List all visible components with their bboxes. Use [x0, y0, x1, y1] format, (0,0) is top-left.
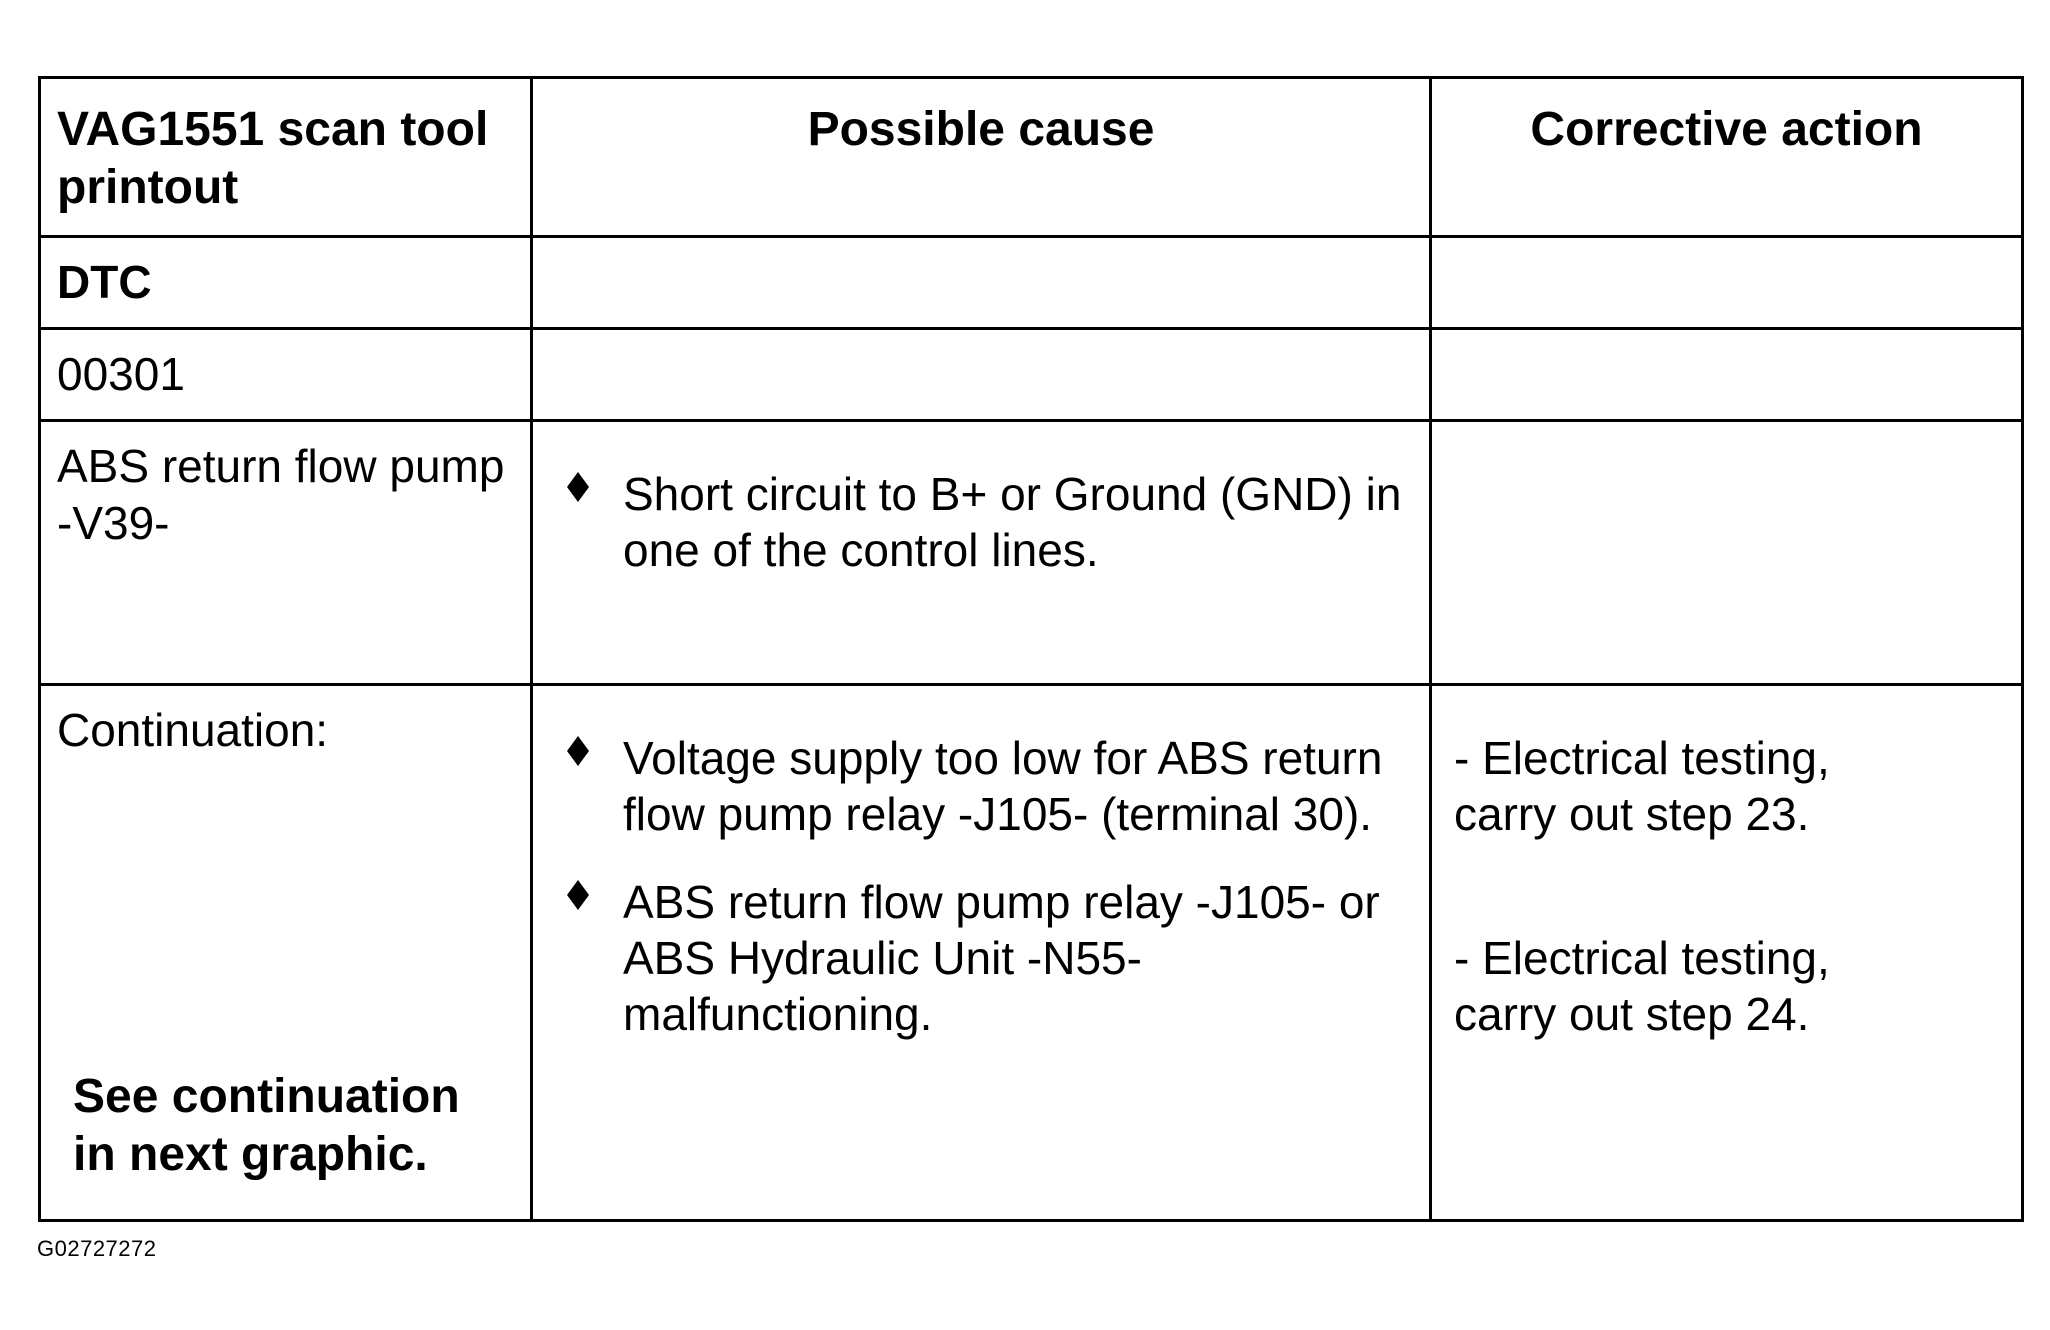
- cause-text: ABS return flow pump relay -J105- or ABS Hydraulic Unit -N55- malfunctioning.: [623, 876, 1380, 1040]
- empty-cell: [532, 237, 1431, 329]
- header-scan-tool: [40, 78, 532, 237]
- table-row-code: [40, 329, 2023, 421]
- table-row-component: [40, 421, 2023, 685]
- table-row-continuation: [40, 685, 2023, 1221]
- cause-text: Voltage supply too low for ABS return flow pump relay -J105- (terminal 30).: [623, 732, 1383, 840]
- empty-cell: [1431, 237, 2023, 329]
- component-name: ABS return flow pump -V39-: [57, 440, 505, 549]
- component-cell: [40, 421, 532, 685]
- figure-id: G02727272: [37, 1236, 157, 1261]
- header-scan-tool-label: VAG1551 scan tool printout: [57, 103, 489, 214]
- action-text: - Electrical testing, carry out step 24.: [1454, 932, 1830, 1040]
- diamond-bullet-icon: [563, 736, 593, 766]
- dtc-code: 00301: [57, 348, 185, 400]
- dtc-label: DTC: [57, 256, 152, 308]
- header-possible-cause-label: Possible cause: [807, 103, 1155, 156]
- cause-list: [533, 422, 1429, 578]
- dtc-code-cell: [40, 329, 532, 421]
- list-item: [533, 730, 1429, 842]
- component-cause-cell: [532, 421, 1431, 685]
- table-header-row: [40, 78, 2023, 237]
- action-text: - Electrical testing, carry out step 23.: [1454, 732, 1830, 840]
- diamond-bullet-icon: [563, 880, 593, 910]
- cause-list: [533, 686, 1429, 1042]
- diamond-bullet-icon: [563, 472, 593, 502]
- list-item: [533, 466, 1429, 578]
- empty-cell: [532, 329, 1431, 421]
- empty-cell: [1431, 421, 2023, 685]
- header-corrective-action: [1431, 78, 2023, 237]
- diagnostic-table: [38, 76, 2024, 1222]
- continuation-note: See continuation in next graphic.: [73, 1070, 460, 1181]
- continuation-actions-cell: [1431, 685, 2023, 1221]
- continuation-cell: [40, 685, 532, 1221]
- dtc-label-cell: [40, 237, 532, 329]
- list-item: [533, 874, 1429, 1042]
- header-possible-cause: [532, 78, 1431, 237]
- empty-cell: [1431, 329, 2023, 421]
- continuation-label: Continuation:: [57, 704, 329, 756]
- table-row-dtc: [40, 237, 2023, 329]
- header-corrective-action-label: Corrective action: [1530, 103, 1923, 156]
- continuation-causes-cell: [532, 685, 1431, 1221]
- cause-text: Short circuit to B+ or Ground (GND) in one of the control lines.: [623, 468, 1402, 576]
